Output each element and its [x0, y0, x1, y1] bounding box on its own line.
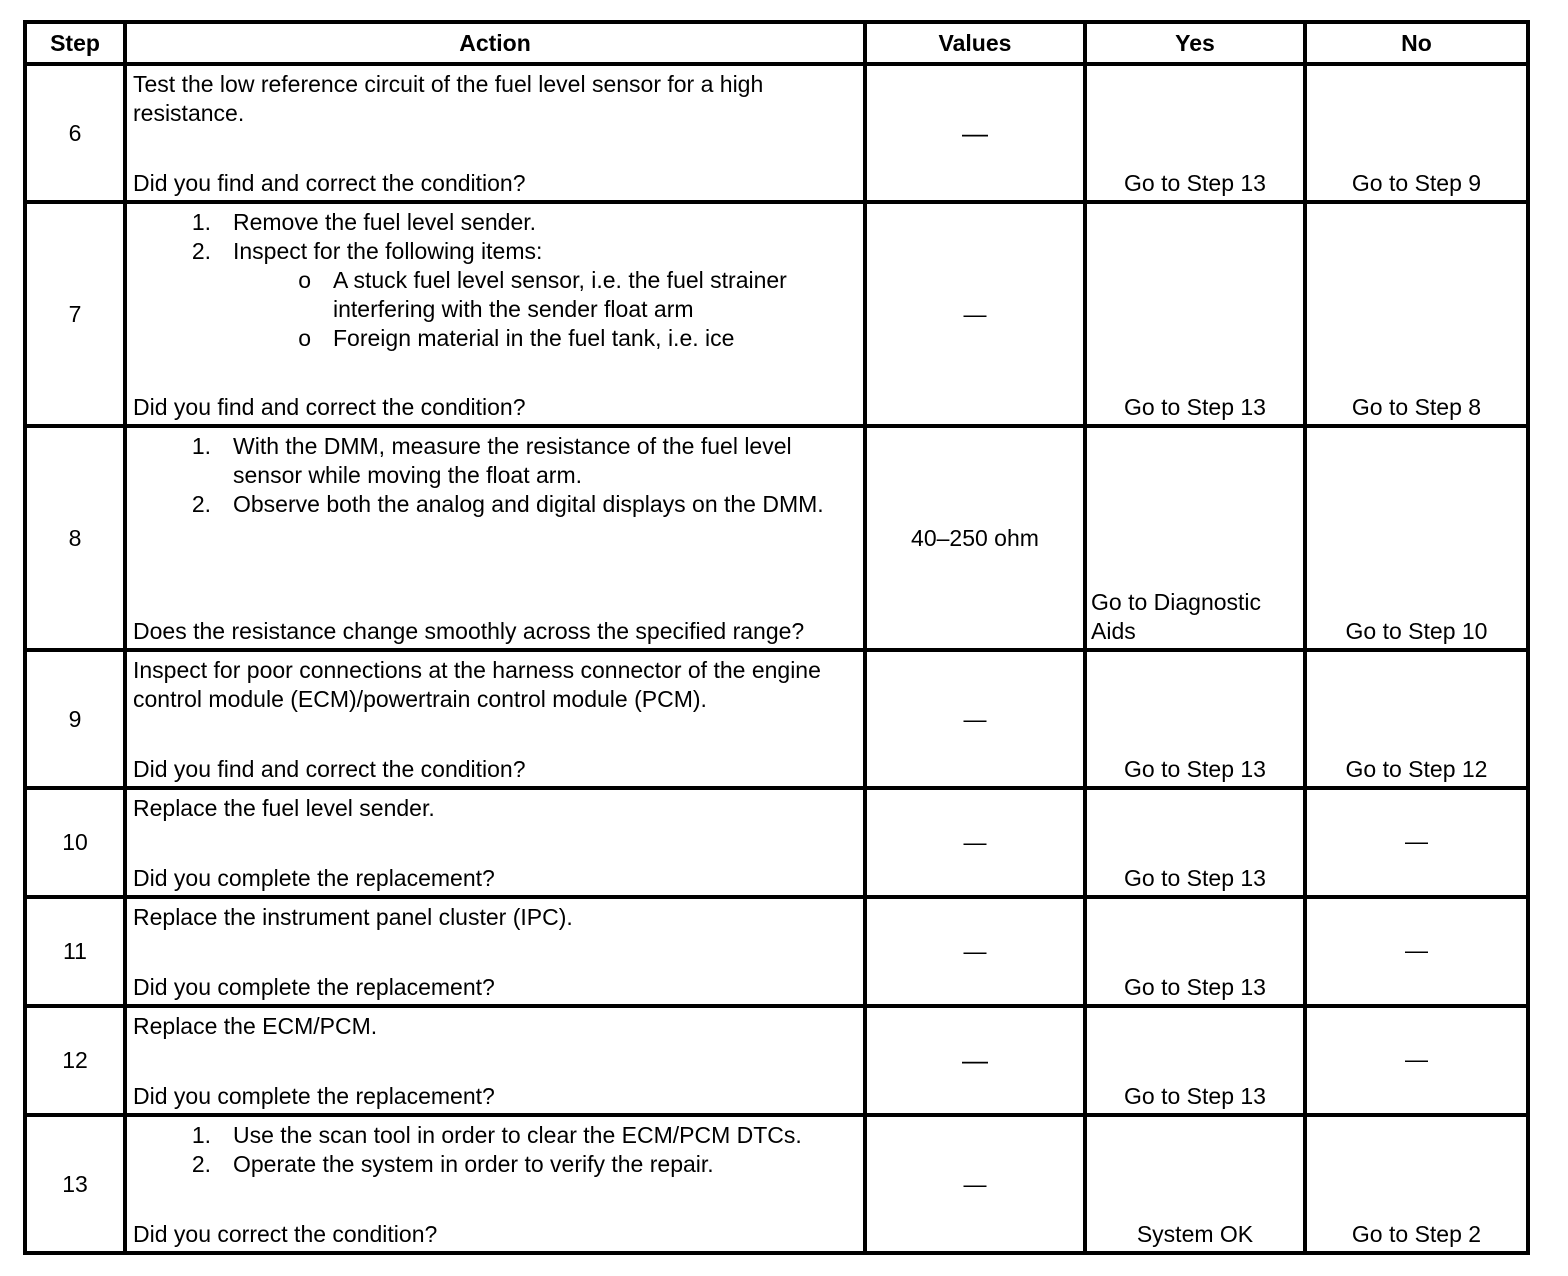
- yes-cell: Go to Step 13: [1085, 897, 1305, 1006]
- no-cell: Go to Step 10: [1305, 426, 1528, 650]
- action-question: Did you correct the condition?: [133, 1221, 438, 1247]
- action-cell: [125, 1006, 865, 1115]
- yes-cell: Go to Step 13: [1085, 202, 1305, 426]
- yes-cell: Go to Step 13: [1085, 1006, 1305, 1115]
- no-cell: —: [1305, 788, 1528, 897]
- values-cell: [865, 650, 1085, 788]
- values-cell: 40–250 ohm: [865, 426, 1085, 650]
- yes-cell: Go to Diagnostic Aids: [1085, 426, 1305, 650]
- list-text: Use the scan tool in order to clear the ECM/PCM DTCs.: [233, 1122, 802, 1148]
- sub-list: [233, 266, 857, 353]
- values-cell: [865, 1006, 1085, 1115]
- list-text: With the DMM, measure the resistance of the fuel level sensor while moving the float arm.: [233, 433, 792, 488]
- action-question: Did you complete the replacement?: [133, 865, 495, 891]
- action-text: Test the low reference circuit of the fuel level sensor for a high resistance.: [133, 71, 764, 126]
- action-cell: [125, 64, 865, 202]
- action-cell: [125, 202, 865, 426]
- list-item: [133, 1150, 857, 1179]
- header-values: Values: [865, 22, 1085, 64]
- values-cell: [865, 897, 1085, 1006]
- table-row: [25, 64, 1528, 202]
- values-text: —: [963, 300, 987, 327]
- header-action: Action: [125, 22, 865, 64]
- list-number: 2.: [191, 238, 211, 264]
- values-cell: [865, 1115, 1085, 1253]
- action-cell: [125, 788, 865, 897]
- header-step: Step: [25, 22, 125, 64]
- table-row: [25, 426, 1528, 650]
- list-number: 2.: [191, 491, 211, 517]
- sub-list-text: Foreign material in the fuel tank, i.e. ice: [333, 325, 735, 351]
- action-question: Did you find and correct the condition?: [133, 170, 526, 196]
- action-question: Did you complete the replacement?: [133, 1083, 495, 1109]
- yes-cell: Go to Step 13: [1085, 64, 1305, 202]
- values-text: —: [963, 1170, 987, 1197]
- sub-list-item: [233, 266, 857, 324]
- no-cell: Go to Step 9: [1305, 64, 1528, 202]
- values-text: —: [962, 117, 988, 148]
- table-row: [25, 1115, 1528, 1253]
- values-cell: [865, 202, 1085, 426]
- action-question: Does the resistance change smoothly across the specified range?: [133, 618, 805, 644]
- list-item: [133, 237, 857, 266]
- list-item: [133, 208, 857, 237]
- yes-cell: Go to Step 13: [1085, 788, 1305, 897]
- values-text: —: [963, 829, 987, 855]
- list-text: Observe both the analog and digital displays on the DMM.: [233, 491, 824, 517]
- values-text: —: [963, 705, 987, 732]
- yes-cell: Go to Step 13: [1085, 650, 1305, 788]
- action-cell: [125, 650, 865, 788]
- action-question: Did you complete the replacement?: [133, 974, 495, 1000]
- step-number: 6: [25, 64, 125, 202]
- list-item: [133, 490, 857, 519]
- table-row: [25, 202, 1528, 426]
- action-cell: [125, 897, 865, 1006]
- no-cell: —: [1305, 897, 1528, 1006]
- header-row: [25, 22, 1528, 64]
- action-list: [127, 1117, 863, 1179]
- list-text: Operate the system in order to verify the repair.: [233, 1151, 714, 1177]
- sub-list-item: [233, 324, 857, 353]
- table-row: [25, 897, 1528, 1006]
- table-row: [25, 1006, 1528, 1115]
- header-yes: Yes: [1085, 22, 1305, 64]
- action-question: Did you find and correct the condition?: [133, 394, 526, 420]
- values-cell: [865, 788, 1085, 897]
- list-number: 1.: [191, 433, 211, 459]
- diagnostic-table: [23, 20, 1530, 1255]
- bullet-marker: o: [298, 325, 311, 351]
- action-text: Inspect for poor connections at the harness connector of the engine control module (ECM)/powertrain control module (PCM).: [133, 657, 821, 712]
- step-number: 9: [25, 650, 125, 788]
- list-item: [133, 432, 857, 490]
- table-row: [25, 650, 1528, 788]
- no-cell: Go to Step 2: [1305, 1115, 1528, 1253]
- step-number: 12: [25, 1006, 125, 1115]
- action-list: [127, 204, 863, 353]
- action-text: Replace the ECM/PCM.: [133, 1013, 378, 1039]
- step-number: 7: [25, 202, 125, 426]
- header-no: No: [1305, 22, 1528, 64]
- no-cell: Go to Step 8: [1305, 202, 1528, 426]
- action-text: Replace the fuel level sender.: [133, 795, 435, 821]
- table-row: [25, 788, 1528, 897]
- action-question: Did you find and correct the condition?: [133, 756, 526, 782]
- action-cell: [125, 1115, 865, 1253]
- bullet-marker: o: [298, 267, 311, 293]
- sub-list-text: A stuck fuel level sensor, i.e. the fuel strainer interfering with the sender float arm: [333, 267, 787, 322]
- step-number: 13: [25, 1115, 125, 1253]
- action-list: [127, 428, 863, 519]
- list-text: Inspect for the following items:: [233, 238, 543, 264]
- action-text: Replace the instrument panel cluster (IPC).: [133, 904, 573, 930]
- step-number: 8: [25, 426, 125, 650]
- list-number: 1.: [191, 209, 211, 235]
- values-cell: [865, 64, 1085, 202]
- step-number: 11: [25, 897, 125, 1006]
- list-text: Remove the fuel level sender.: [233, 209, 537, 235]
- list-item: [133, 1121, 857, 1150]
- yes-cell: System OK: [1085, 1115, 1305, 1253]
- values-text: —: [962, 1045, 988, 1075]
- no-cell: —: [1305, 1006, 1528, 1115]
- step-number: 10: [25, 788, 125, 897]
- values-text: —: [963, 938, 987, 964]
- action-cell: [125, 426, 865, 650]
- list-number: 1.: [191, 1122, 211, 1148]
- list-number: 2.: [191, 1151, 211, 1177]
- no-cell: Go to Step 12: [1305, 650, 1528, 788]
